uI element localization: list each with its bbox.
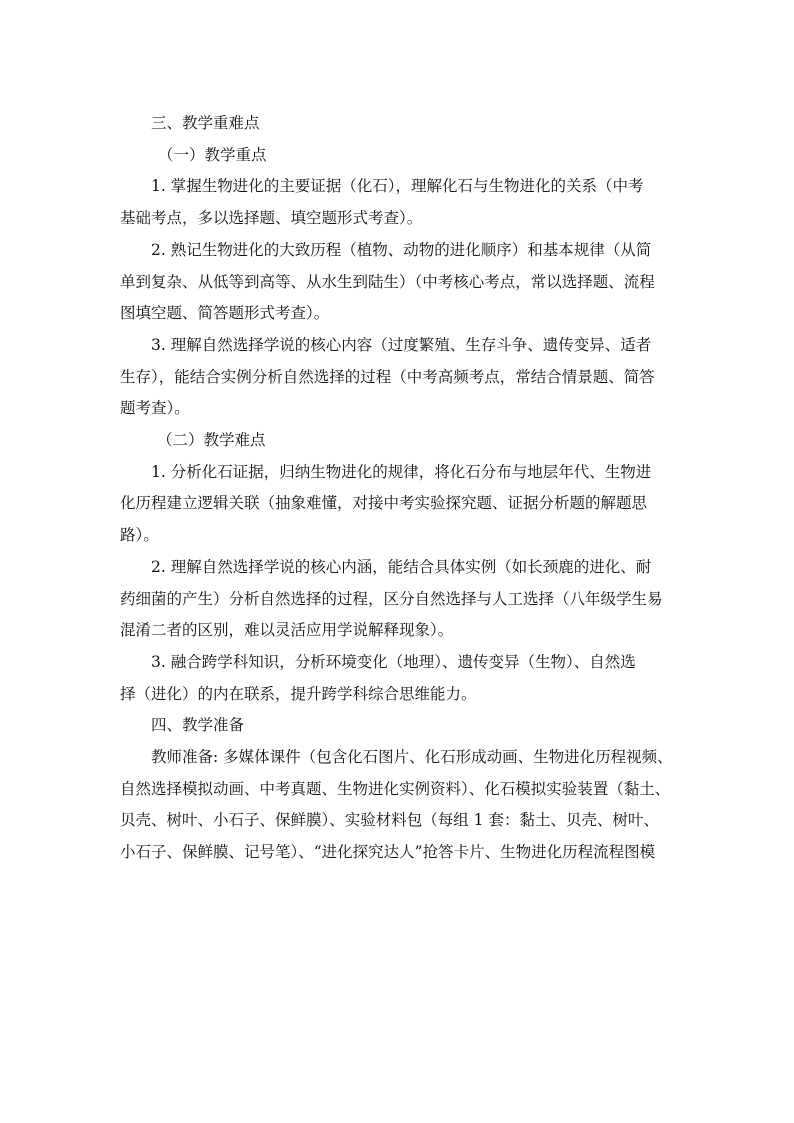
- paragraph-line: 化历程建立逻辑关联（抽象难懂，对接中考实验探究题、证据分析题的解题思: [120, 494, 648, 513]
- paragraph-line: 自然选择模拟动画、中考真题、生物进化实例资料）、化石模拟实验装置（黏土、: [120, 779, 671, 798]
- paragraph-line: 图填空题、简答题形式考查）。: [120, 304, 330, 323]
- document-body: [120, 108, 676, 869]
- subheading-difficult-points: （二）教学难点: [157, 431, 266, 450]
- paragraph-line: 药细菌的产生）分析自然选择的过程，区分自然选择与人工选择（八年级学生易: [120, 589, 663, 608]
- paragraph-line: 2. 理解自然选择学说的核心内涵，能结合具体实例（如长颈鹿的进化、耐: [151, 557, 652, 576]
- paragraph-line: 2. 熟记生物进化的大致历程（植物、动物的进化顺序）和基本规律（从简: [151, 240, 652, 259]
- paragraph-line: 1. 分析化石证据，归纳生物进化的规律，将化石分布与地层年代、生物进: [151, 462, 652, 481]
- paragraph-line: 1. 掌握生物进化的主要证据（化石），理解化石与生物进化的关系（中考: [151, 177, 644, 196]
- paragraph-line: 3. 融合跨学科知识，分析环境变化（地理）、遗传变异（生物）、自然选: [151, 652, 636, 671]
- paragraph-line: 单到复杂、从低等到高等、从水生到陆生）（中考核心考点，常以选择题、流程: [120, 272, 655, 291]
- paragraph-line: 基础考点，多以选择题、填空题形式考查）。: [120, 209, 423, 228]
- paragraph-line: 3. 理解自然选择学说的核心内容（过度繁殖、生存斗争、遗传变异、适者: [151, 335, 652, 354]
- paragraph-line: 小石子、保鲜膜、记号笔）、“进化探究达人”抢答卡片、生物进化历程流程图模: [120, 843, 656, 862]
- paragraph-line: 贝壳、树叶、小石子、保鲜膜）、实验材料包（每组 1 套：黏土、贝壳、树叶、: [120, 811, 659, 830]
- section-heading-teaching-preparation: 四、教学准备: [151, 716, 245, 735]
- paragraph-line: 教师准备: 多媒体课件（包含化石图片、化石形成动画、生物进化历程视频、: [151, 748, 673, 767]
- paragraph-line: 题考查）。: [120, 399, 190, 418]
- paragraph-line: 择（进化）的内在联系，提升跨学科综合思维能力。: [120, 684, 477, 703]
- paragraph-line: 混淆二者的区别，难以灵活应用学说解释现象）。: [120, 621, 454, 640]
- section-heading-key-difficult-points: 三、教学重难点: [151, 114, 260, 132]
- paragraph-line: 生存），能结合实例分析自然选择的过程（中考高频考点，常结合情景题、简答: [120, 367, 655, 386]
- paragraph-line: 路）。: [120, 526, 159, 545]
- subheading-key-points: （一）教学重点: [158, 145, 267, 164]
